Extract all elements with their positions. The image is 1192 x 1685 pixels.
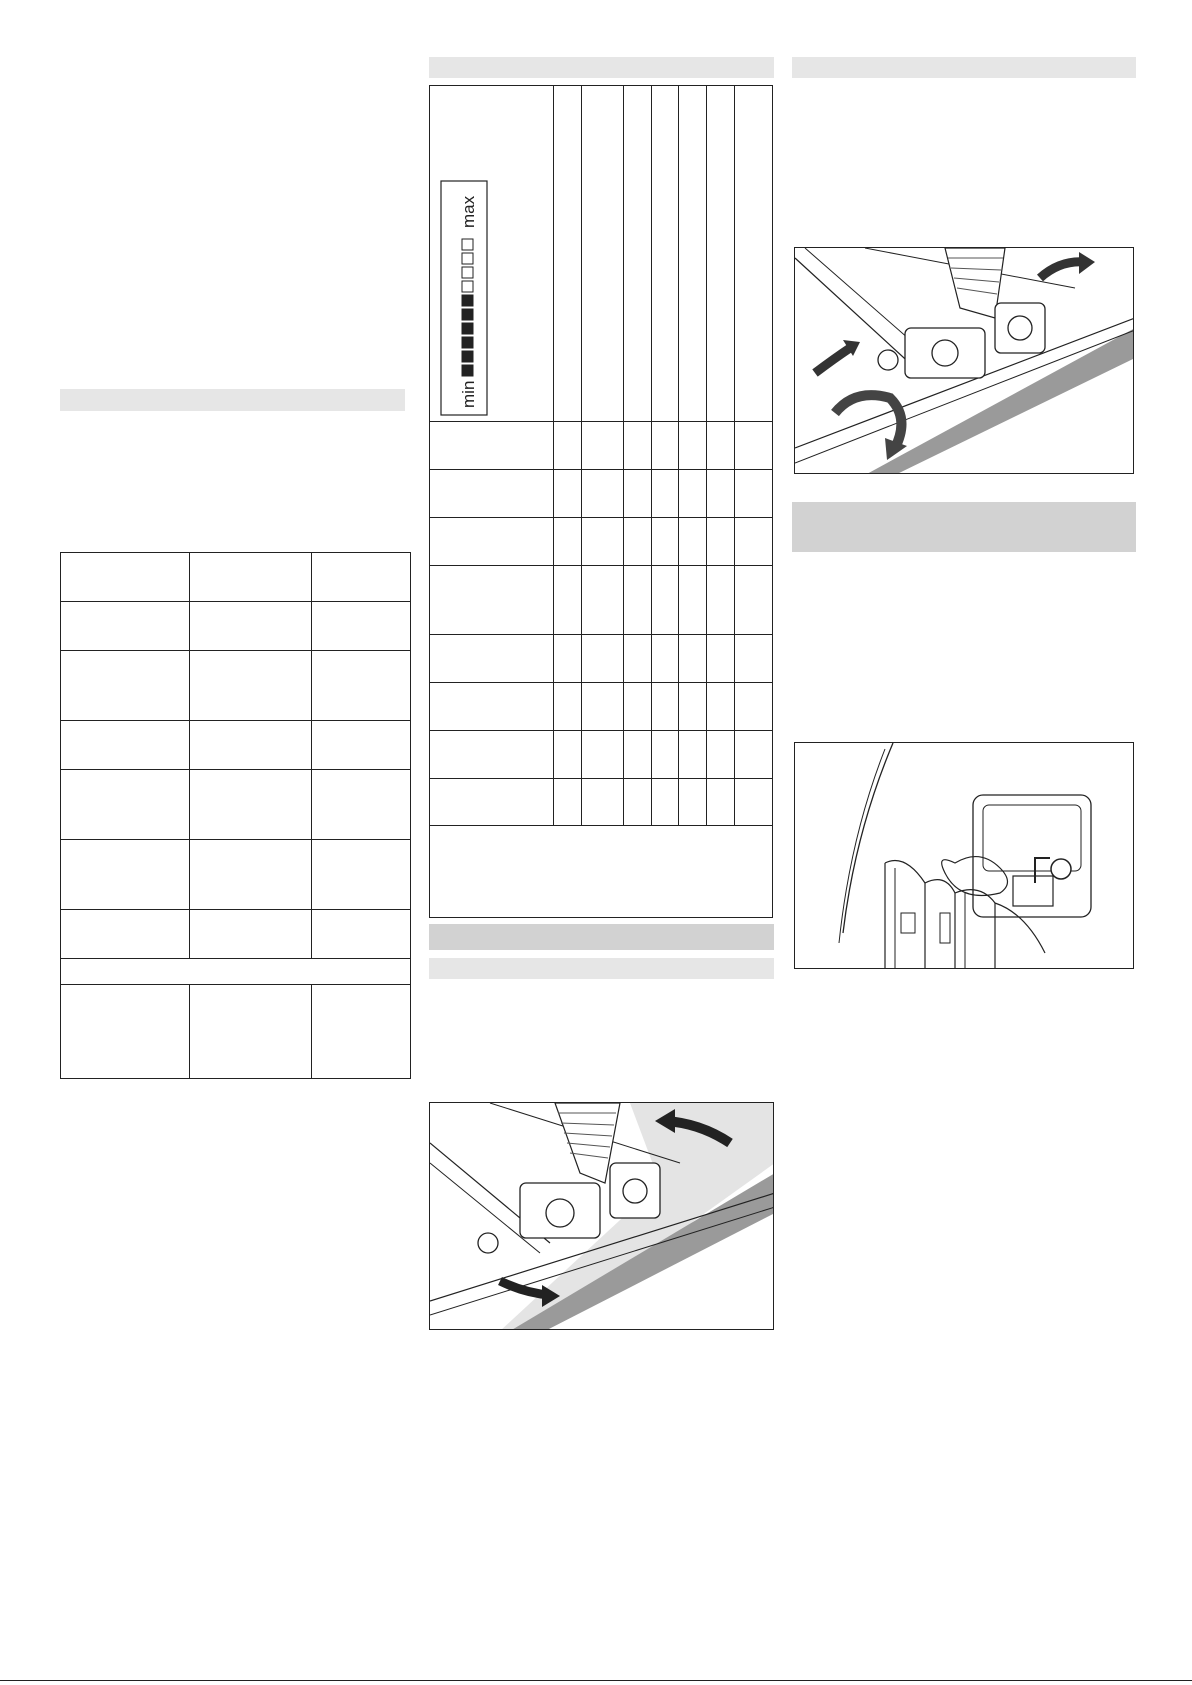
- matrix-col-divider: [734, 86, 735, 825]
- table-row-divider: [61, 839, 410, 840]
- matrix-row-divider: [430, 421, 772, 422]
- matrix-row-divider: [430, 778, 772, 779]
- middle-subsection-bar: [429, 958, 774, 979]
- table-row-divider: [61, 984, 410, 985]
- scale-min-label: min: [459, 380, 478, 408]
- matrix-col-divider: [581, 86, 582, 825]
- right-section-bar-dark: [792, 502, 1136, 552]
- table-row-divider: [61, 720, 410, 721]
- table-row-divider: [61, 601, 410, 602]
- brush-slide-illustration: [429, 1102, 774, 1330]
- left-spec-table: [60, 552, 411, 1079]
- scale-box-empty: [462, 267, 473, 278]
- right-section-heading-bar: [792, 57, 1136, 78]
- table-col-divider: [311, 553, 312, 958]
- scale-box-filled: [462, 365, 473, 376]
- table-row-divider: [61, 769, 410, 770]
- scale-box-empty: [462, 281, 473, 292]
- level-scale: [440, 180, 488, 416]
- matrix-row-divider: [430, 565, 772, 566]
- matrix-col-divider: [553, 86, 554, 825]
- scale-box-filled: [462, 309, 473, 320]
- matrix-row-divider: [430, 730, 772, 731]
- matrix-row-divider: [430, 469, 772, 470]
- scale-max-label: max: [459, 195, 478, 228]
- middle-section-bar-dark: [429, 924, 774, 950]
- lever-knob-icon: [878, 303, 1045, 378]
- table-row-divider: [61, 909, 410, 910]
- table-row-divider: [61, 650, 410, 651]
- scale-box-filled: [462, 351, 473, 362]
- table-col-divider: [189, 553, 190, 958]
- brush-rotate-illustration: [794, 247, 1134, 474]
- scale-box-filled: [462, 337, 473, 348]
- matrix-col-divider: [678, 86, 679, 825]
- matrix-col-divider: [706, 86, 707, 825]
- matrix-col-divider: [623, 86, 624, 825]
- matrix-row-divider: [430, 825, 772, 826]
- table-col-divider: [311, 984, 312, 1078]
- matrix-col-divider: [651, 86, 652, 825]
- matrix-row-divider: [430, 682, 772, 683]
- setting-matrix-table: [429, 85, 773, 918]
- page-footer-rule: [0, 1680, 1192, 1681]
- table-row-divider: [61, 958, 410, 959]
- table-col-divider: [189, 984, 190, 1078]
- side-panel-illustration: [794, 742, 1134, 969]
- matrix-row-divider: [430, 634, 772, 635]
- scale-boxes: [462, 239, 473, 376]
- middle-section-heading-bar: [429, 57, 774, 78]
- scale-box-empty: [462, 239, 473, 250]
- curved-arrow-icon: [1040, 262, 1085, 278]
- left-section-heading-bar: [60, 389, 405, 411]
- curved-arrow-icon: [815, 348, 850, 373]
- scale-box-empty: [462, 253, 473, 264]
- curved-arrow-icon: [835, 395, 901, 448]
- scale-box-filled: [462, 295, 473, 306]
- scale-box-filled: [462, 323, 473, 334]
- matrix-row-divider: [430, 517, 772, 518]
